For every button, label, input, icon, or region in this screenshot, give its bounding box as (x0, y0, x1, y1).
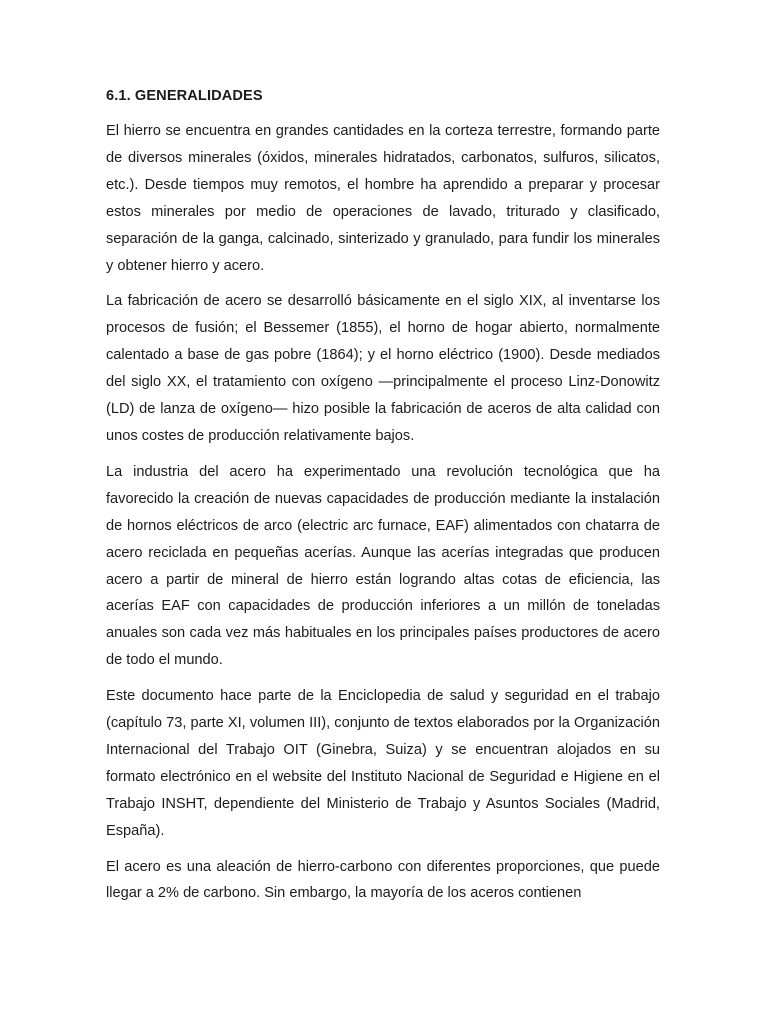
paragraph-3: La industria del acero ha experimentado una revolución tecnológica que ha favorecido la creación de nuevas capacidades de producción mediante la instalación de hornos eléctricos de arco (electric arc furnace, EAF) alimentados con chatarra de acero reciclada en pequeñas acerías. Aunque las acerías integradas que producen acero a partir de mineral de hierro están logrando altas cotas de eficiencia, las acerías EAF con capacidades de producción inferiores a un millón de toneladas anuales son cada vez más habituales en los principales países productores de acero de todo el mundo. (106, 463, 660, 669)
paragraph-5: El acero es una aleación de hierro-carbono con diferentes proporciones, que puede llegar a 2% de carbono. Sin embargo, la mayoría de los aceros contienen (106, 858, 660, 902)
section-heading: 6.1. GENERALIDADES (106, 88, 263, 104)
paragraph-1: El hierro se encuentra en grandes cantidades en la corteza terrestre, formando parte de diversos minerales (óxidos, minerales hidratados, carbonatos, sulfuros, silicatos, etc.). Desde tiempos muy remotos, el hombre ha aprendido a preparar y procesar estos minerales por medio de operaciones de lavado, triturado y clasificado, separación de la ganga, calcinado, sinterizado y granulado, para fundir los minerales y obtener hierro y acero. (106, 123, 660, 274)
paragraph-2: La fabricación de acero se desarrolló básicamente en el siglo XIX, al inventarse los procesos de fusión; el Bessemer (1855), el horno de hogar abierto, normalmente calentado a base de gas pobre (1864); y el horno eléctrico (1900). Desde mediados del siglo XX, el tratamiento con oxígeno —principalmente el proceso Linz-Donowitz (LD) de lanza de oxígeno— hizo posible la fabricación de aceros de alta calidad con unos costes de producción relativamente bajos. (106, 293, 660, 444)
paragraph-4: Este documento hace parte de la Enciclopedia de salud y seguridad en el trabajo (capítulo 73, parte XI, volumen III), conjunto de textos elaborados por la Organización Internacional del Trabajo OIT (Ginebra, Suiza) y se encuentran alojados en su formato electrónico en el website del Instituto Nacional de Seguridad e Higiene en el Trabajo INSHT, dependiente del Ministerio de Trabajo y Asuntos Sociales (Madrid, España). (106, 688, 660, 839)
document-page (106, 86, 660, 916)
